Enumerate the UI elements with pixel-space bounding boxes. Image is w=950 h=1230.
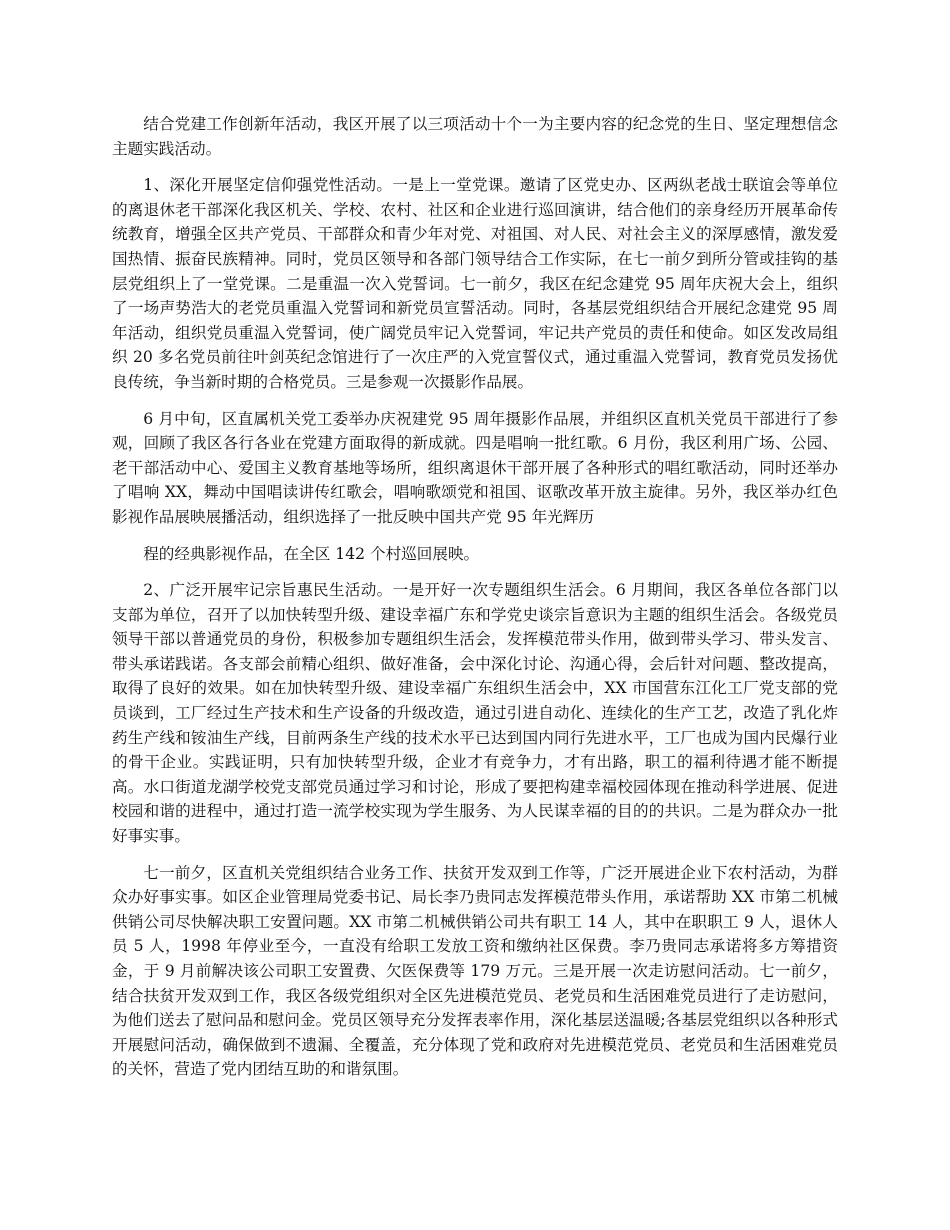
paragraph-visits: 七一前夕，区直机关党组织结合业务工作、扶贫开发双到工作等，广泛开展进企业下农村活动，为群众办好事实事。如区企业管理局党委书记、局长李乃贵同志发挥模范带头作用，承诺帮助 XX 市第二机械供销公司尽快解决职工安置问题。XX 市第二机械供销公司共有职工 14 人，其中在职职工 9 人，退休人员 5 人，1998 年停业至今，一直没有给职工发放工资和缴纳社区保费。李乃贵同志承诺将多方筹措资金，于 9 月前解决该公司职工安置费、欠医保费等 179 万元。三是开展一次走访慰问活动。七一前夕，结合扶贫开发双到工作，我区各级党组织对全区先进模范党员、老党员和生活困难党员进行了走访慰问，为他们送去了慰问品和慰问金。党员区领导充分发挥表率作用，深化基层送温暖;各基层党组织以各种形式开展慰问活动，确保做到不遗漏、全覆盖，充分体现了党和政府对先进模范党员、老党员和生活困难党员的关怀，营造了党内团结互助的和谐氛围。	[112, 863, 838, 1079]
paragraph-section-2: 2、广泛开展牢记宗旨惠民生活动。一是开好一次专题组织生活会。6 月期间，我区各单位各部门以支部为单位，召开了以加快转型升级、建设幸福广东和学党史谈宗旨意识为主题的组织生活会。各级党员领导干部以普通党员的身份，积极参加专题组织生活会，发挥模范带头作用，做到带头学习、带头发言、带头承诺践诺。各支部会前精心组织、做好准备，会中深化讨论、沟通心得，会后针对问题、整改提高，取得了良好的效果。如在加快转型升级、建设幸福广东组织生活会中，XX 市国营东江化工厂党支部的党员谈到，工厂经过生产技术和生产设备的升级改造，通过引进自动化、连续化的生产工艺，改造了乳化炸药生产线和铵油生产线，目前两条生产线的技术水平已达到国内同行先进水平，工厂也成为国内民爆行业的骨干企业。实践证明，只有加快转型升级，企业才有竞争力，才有出路，职工的福利待遇才能不断提高。水口街道龙湖学校党支部党员通过学习和讨论，形成了要把构建幸福校园体现在推动科学进展、促进校园和谐的进程中，通过打造一流学校实现为学生服务、为人民谋幸福的目的的共识。二是为群众办一批好事实事。	[112, 581, 838, 846]
paragraph-section-1: 1、深化开展坚定信仰强党性活动。一是上一堂党课。邀请了区党史办、区两纵老战士联谊会等单位的离退休老干部深化我区机关、学校、农村、社区和企业进行巡回演讲，结合他们的亲身经历开展革命传统教育，增强全区共产党员、干部群众和青少年对党、对祖国、对人民、对社会主义的深厚感情，激发爱国热情、振奋民族精神。同时，党员区领导和各部门领导结合工作实际，在七一前夕到所分管或挂钩的基层党组织上了一堂党课。二是重温一次入党誓词。七一前夕，我区在纪念建党 95 周年庆祝大会上，组织了一场声势浩大的老党员重温入党誓词和新党员宣誓活动。同时，各基层党组织结合开展纪念建党 95 周年活动，组织党员重温入党誓词，使广阔党员牢记入党誓词，牢记共产党员的责任和使命。如区发改局组织 20 多名党员前往叶剑英纪念馆进行了一次庄严的入党宣誓仪式，通过重温入党誓词，教育党员发扬优良传统，争当新时期的合格党员。三是参观一次摄影作品展。	[112, 176, 838, 391]
document-body	[112, 112, 838, 1094]
paragraph-photo-exhibition: 6 月中旬，区直属机关党工委举办庆祝建党 95 周年摄影作品展，并组织区直机关党员干部进行了参观，回顾了我区各行各业在党建方面取得的新成就。四是唱响一批红歌。6 月份，我区利用广场、公园、老干部活动中心、爱国主义教育基地等场所，组织离退休干部开展了各种形式的唱红歌活动，同时还举办了唱响 XX，舞动中国唱读讲传红歌会，唱响歌颂党和祖国、讴歌改革开放主旋律。另外，我区举办红色影视作品展映展播活动，组织选择了一批反映中国共产党 95 年光辉历	[112, 409, 838, 526]
paragraph-film-screening: 程的经典影视作品，在全区 142 个村巡回展映。	[143, 544, 480, 563]
paragraph-intro: 结合党建工作创新年活动，我区开展了以三项活动十个一为主要内容的纪念党的生日、坚定理想信念主题实践活动。	[112, 115, 838, 158]
